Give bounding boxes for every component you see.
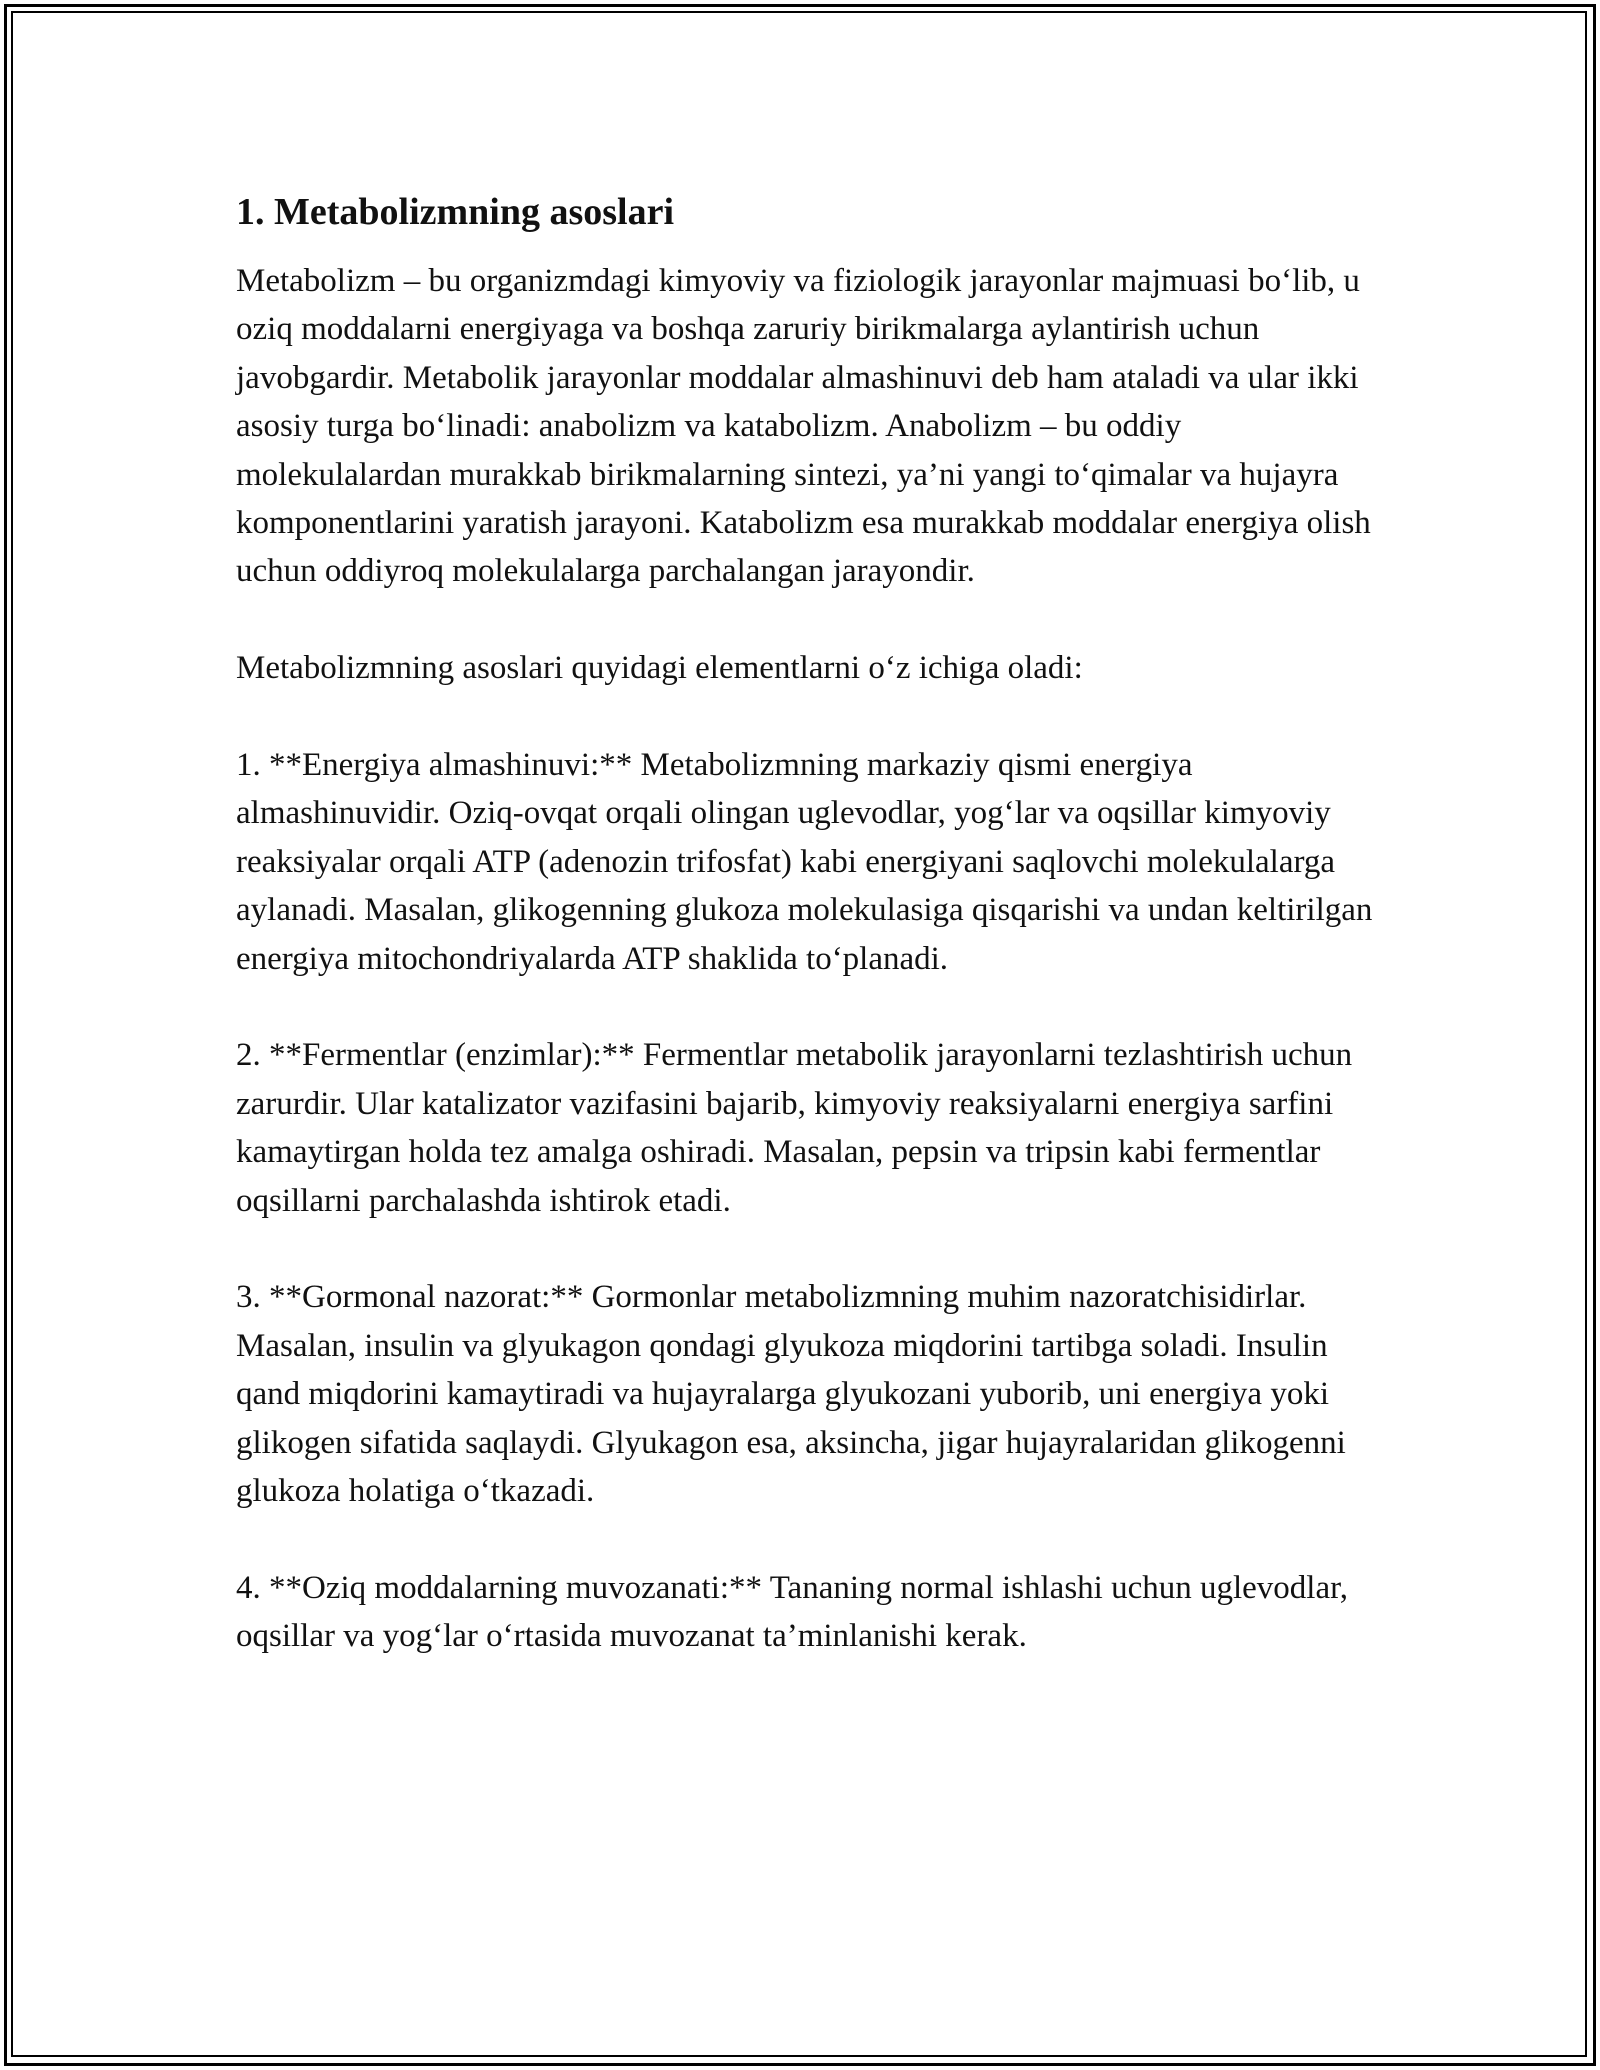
- document-body: [236, 187, 1386, 1661]
- list-intro-paragraph: Metabolizmning asoslari quyidagi elementlarni o‘z ichiga oladi:: [236, 650, 1083, 687]
- list-item-nutrient-balance: 4. **Oziq moddalarning muvozanati:** Tananing normal ishlashi uchun uglevodlar, oqsillar va yog‘lar o‘rtasida muvozanat ta’minlanishi kerak.: [236, 1569, 1349, 1655]
- list-item-energy-exchange: 1. **Energiya almashinuvi:** Metabolizmning markaziy qismi energiya almashinuvidir. Oziq-ovqat orqali olingan uglevodlar, yog‘lar va oqsillar kimyoviy reaksiyalar orqali ATP (adenozin trifosfat) kabi energiyani saqlovchi molekulalarga aylanadi. Masalan, glikogenning glukoza molekulasiga qisqarishi va undan keltirilgan energiya mitochondriyalarda ATP shaklida to‘planadi.: [236, 747, 1373, 977]
- list-item-hormonal-control: 3. **Gormonal nazorat:** Gormonlar metabolizmning muhim nazoratchisidirlar. Masalan, insulin va glyukagon qondagi glyukoza miqdorini tartibga soladi. Insulin qand miqdorini kamaytiradi va hujayralarga glyukozani yuborib, uni energiya yoki glikogen sifatida saqlaydi. Glyukagon esa, aksincha, jigar hujayralaridan glikogenni glukoza holatiga o‘tkazadi.: [236, 1279, 1346, 1510]
- list-item-enzymes: 2. **Fermentlar (enzimlar):** Fermentlar metabolik jarayonlarni tezlashtirish uchun zarurdir. Ular katalizator vazifasini bajarib, kimyoviy reaksiyalarni energiya sarfini kamaytirgan holda tez amalga oshiradi. Masalan, pepsin va tripsin kabi fermentlar oqsillarni parchalashda ishtirok etadi.: [236, 1037, 1353, 1219]
- section-heading: 1. Metabolizmning asoslari: [236, 191, 675, 233]
- intro-paragraph: Metabolizm – bu organizmdagi kimyoviy va fiziologik jarayonlar majmuasi bo‘lib, u oziq moddalarni energiyaga va boshqa zaruriy birikmalarga aylantirish uchun javobgardir. Metabolik jarayonlar moddalar almashinuvi deb ham ataladi va ular ikki asosiy turga bo‘linadi: anabolizm va katabolizm. Anabolizm – bu oddiy molekulalardan murakkab birikmalarning sintezi, ya’ni yangi to‘qimalar va hujayra komponentlarini yaratish jarayoni. Katabolizm esa murakkab moddalar energiya olish uchun oddiyroq molekulalarga parchalangan jarayondir.: [236, 263, 1371, 590]
